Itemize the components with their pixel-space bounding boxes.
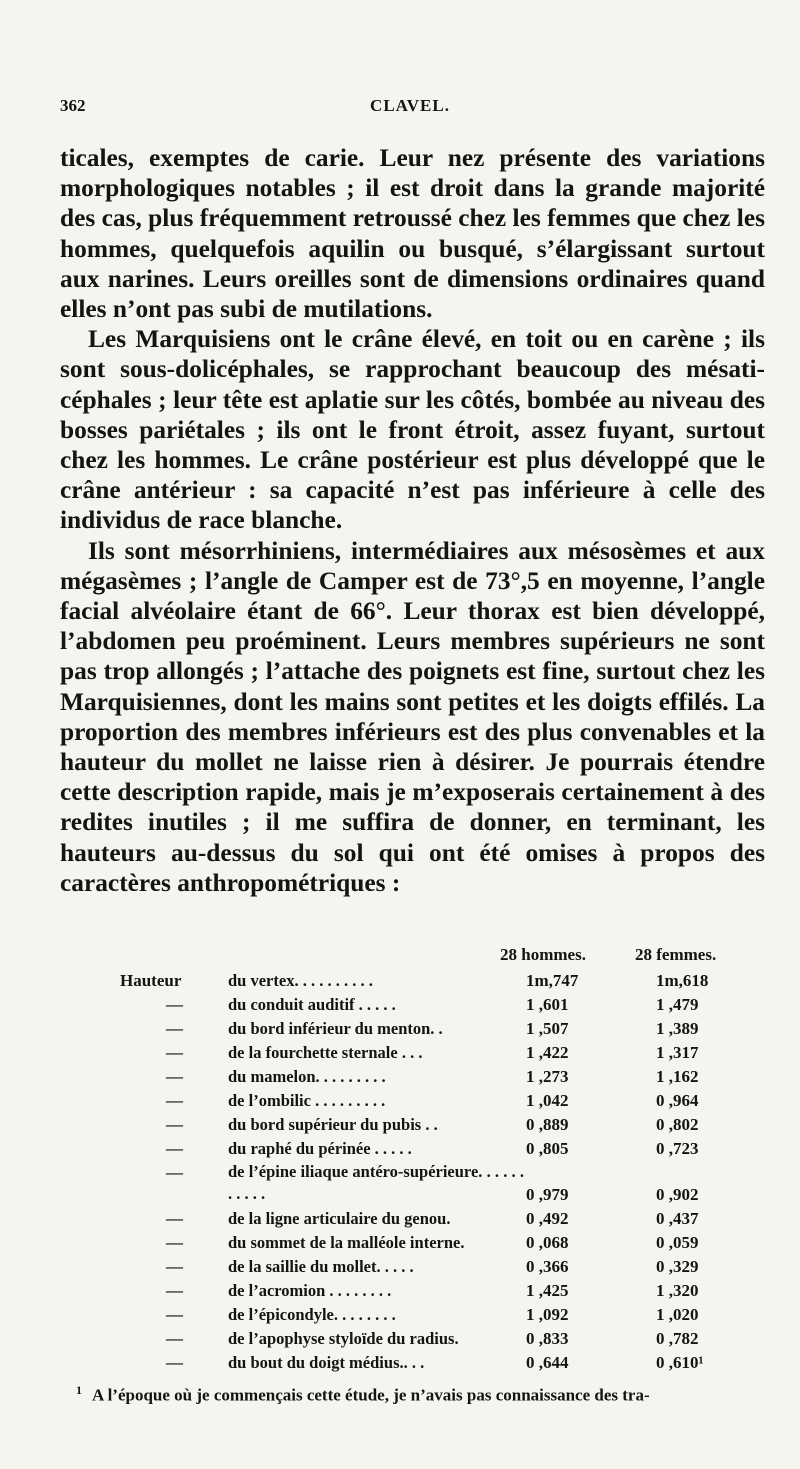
column-men: 28 hommes. bbox=[500, 945, 586, 964]
table-row bbox=[60, 1255, 765, 1279]
heights-table bbox=[60, 945, 765, 1375]
value-women: 0 ,329 bbox=[656, 1257, 699, 1276]
value-women: 0 ,610¹ bbox=[656, 1353, 704, 1372]
ditto-dash: — bbox=[166, 1019, 183, 1038]
ditto-dash: — bbox=[166, 1353, 183, 1372]
page-header bbox=[60, 96, 760, 120]
ditto-dash: — bbox=[166, 1329, 183, 1348]
ditto-dash: — bbox=[166, 1233, 183, 1252]
table-row bbox=[60, 1137, 765, 1161]
ditto-dash: — bbox=[166, 1091, 183, 1110]
row-description: du bord inférieur du menton. . bbox=[228, 1019, 443, 1038]
value-men: 1 ,507 bbox=[526, 1019, 569, 1038]
value-women: 1 ,479 bbox=[656, 995, 699, 1014]
row-description: du sommet de la malléole interne. bbox=[228, 1233, 465, 1252]
table-row bbox=[60, 1231, 765, 1255]
running-head: CLAVEL. bbox=[370, 96, 450, 115]
body-text bbox=[60, 143, 765, 898]
table-row bbox=[60, 1303, 765, 1327]
row-description: du bord supérieur du pubis . . bbox=[228, 1115, 438, 1134]
ditto-dash: — bbox=[166, 1163, 183, 1182]
row-description: de l’acromion . . . . . . . . bbox=[228, 1281, 392, 1300]
table-header bbox=[60, 945, 765, 969]
footnote bbox=[60, 1383, 765, 1406]
value-women: 0 ,437 bbox=[656, 1209, 699, 1228]
table-row bbox=[60, 993, 765, 1017]
value-men: 0 ,492 bbox=[526, 1209, 569, 1228]
value-women: 0 ,782 bbox=[656, 1329, 699, 1348]
ditto-dash: — bbox=[166, 1305, 183, 1324]
value-women: 0 ,723 bbox=[656, 1139, 699, 1158]
table-row bbox=[60, 1041, 765, 1065]
column-women: 28 femmes. bbox=[635, 945, 717, 964]
value-men: 1 ,422 bbox=[526, 1043, 569, 1062]
row-description: de l’apophyse styloïde du radius. bbox=[228, 1329, 459, 1348]
table-row bbox=[60, 1351, 765, 1375]
value-men: 1 ,273 bbox=[526, 1067, 569, 1086]
row-description: du conduit auditif . . . . . bbox=[228, 995, 396, 1014]
value-women: 1 ,162 bbox=[656, 1067, 699, 1086]
ditto-dash: — bbox=[166, 1209, 183, 1228]
paragraph-skull: Les Marquisiens ont le crâne élevé, en toit ou en carène ; ils sont sous-dolicéphales, se rapprochant beaucoup des mésati-céphales ; leur tête est aplatie sur les côtés, bombée au niveau des bosses pariétales ; ils ont le front étroit, assez fuyant, surtout chez les hommes. Le crâne postérieur est plus développé que le crâne antérieur : sa capacité n’est pas inférieure à celle des individus de race blanche. bbox=[60, 325, 765, 535]
row-description: de l’ombilic . . . . . . . . . bbox=[228, 1091, 386, 1110]
ditto-dash: — bbox=[166, 1281, 183, 1300]
paragraph-proportions: Ils sont mésorrhiniens, intermédiaires aux mésosèmes et aux mégasèmes ; l’angle de Camper est de 73°,5 en moyenne, l’angle facial alvéolaire étant de 66°. Leur thorax est bien développé, l’abdomen peu proéminent. Leurs membres supérieurs ne sont pas trop allongés ; l’attache des poignets est fine, surtout chez les Marquisiennes, dont les mains sont petites et les doigts effilés. La proportion des membres inférieurs est des plus convenables et la hauteur du mollet ne laisse rien à désirer. Je pourrais étendre cette description rapide, mais je m’exposerais certainement à des redites inutiles ; il me suffira de donner, en terminant, les hauteurs au-dessus du sol qui ont été omises à propos des caractères anthropométriques : bbox=[60, 536, 765, 897]
row-description: de l’épicondyle. . . . . . . . bbox=[228, 1305, 396, 1324]
page-number: 362 bbox=[60, 96, 86, 115]
value-women: 1 ,317 bbox=[656, 1043, 699, 1062]
value-women: 0 ,902 bbox=[656, 1185, 699, 1204]
table-rows bbox=[60, 969, 765, 1375]
ditto-dash: — bbox=[166, 1257, 183, 1276]
row-description: du vertex. . . . . . . . . . bbox=[228, 971, 373, 990]
value-men: 1 ,425 bbox=[526, 1281, 569, 1300]
value-men: 0 ,366 bbox=[526, 1257, 569, 1276]
value-women: 1 ,320 bbox=[656, 1281, 699, 1300]
ditto-dash: — bbox=[166, 1139, 183, 1158]
paragraph-nose-ears: ticales, exemptes de carie. Leur nez présente des variations morphologiques notables ; il est droit dans la grande majorité des cas, plus fréquemment retroussé chez les femmes que chez les hommes, quelquefois aquilin ou busqué, s’élargissant surtout aux narines. Leurs oreilles sont de dimensions ordinaires quand elles n’ont pas subi de mutilations. bbox=[60, 144, 765, 324]
value-men: 0 ,889 bbox=[526, 1115, 569, 1134]
value-men: 0 ,979 bbox=[526, 1185, 569, 1204]
row-description: de la fourchette sternale . . . bbox=[228, 1043, 423, 1062]
table-row bbox=[60, 1089, 765, 1113]
value-men: 0 ,644 bbox=[526, 1353, 569, 1372]
ditto-dash: — bbox=[166, 995, 183, 1014]
row-description: du bout du doigt médius.. . . bbox=[228, 1353, 425, 1372]
footnote-text: A l’époque où je commençais cette étude, je n’avais pas connaissance des tra- bbox=[92, 1385, 650, 1405]
ditto-dash: — bbox=[166, 1043, 183, 1062]
row-description: du mamelon. . . . . . . . . bbox=[228, 1067, 386, 1086]
value-women: 0 ,059 bbox=[656, 1233, 699, 1252]
table-row bbox=[60, 1207, 765, 1231]
table-row bbox=[60, 1279, 765, 1303]
ditto-dash: — bbox=[166, 1115, 183, 1134]
value-men: 1 ,042 bbox=[526, 1091, 569, 1110]
footnote-mark: 1 bbox=[76, 1383, 82, 1397]
value-men: 1 ,601 bbox=[526, 995, 569, 1014]
value-men: 1 ,092 bbox=[526, 1305, 569, 1324]
value-men: 1m,747 bbox=[526, 971, 579, 990]
row-description: de la ligne articulaire du genou. bbox=[228, 1209, 451, 1228]
value-women: 1 ,020 bbox=[656, 1305, 699, 1324]
value-women: 0 ,802 bbox=[656, 1115, 699, 1134]
ditto-dash: — bbox=[166, 1067, 183, 1086]
value-men: 0 ,805 bbox=[526, 1139, 569, 1158]
row-description: de la saillie du mollet. . . . . bbox=[228, 1257, 414, 1276]
table-row bbox=[60, 1065, 765, 1089]
value-men: 0 ,833 bbox=[526, 1329, 569, 1348]
value-women: 1 ,389 bbox=[656, 1019, 699, 1038]
row-description: de l’épine iliaque antéro-supérieure. . . . . . . . . . . bbox=[228, 1162, 524, 1203]
row-label: Hauteur bbox=[120, 971, 182, 990]
table-row bbox=[60, 1017, 765, 1041]
value-women: 0 ,964 bbox=[656, 1091, 699, 1110]
table-row bbox=[60, 1161, 765, 1207]
value-men: 0 ,068 bbox=[526, 1233, 569, 1252]
table-row bbox=[60, 969, 765, 993]
row-description: du raphé du périnée . . . . . bbox=[228, 1139, 412, 1158]
table-row bbox=[60, 1327, 765, 1351]
value-women: 1m,618 bbox=[656, 971, 709, 990]
table-row bbox=[60, 1113, 765, 1137]
